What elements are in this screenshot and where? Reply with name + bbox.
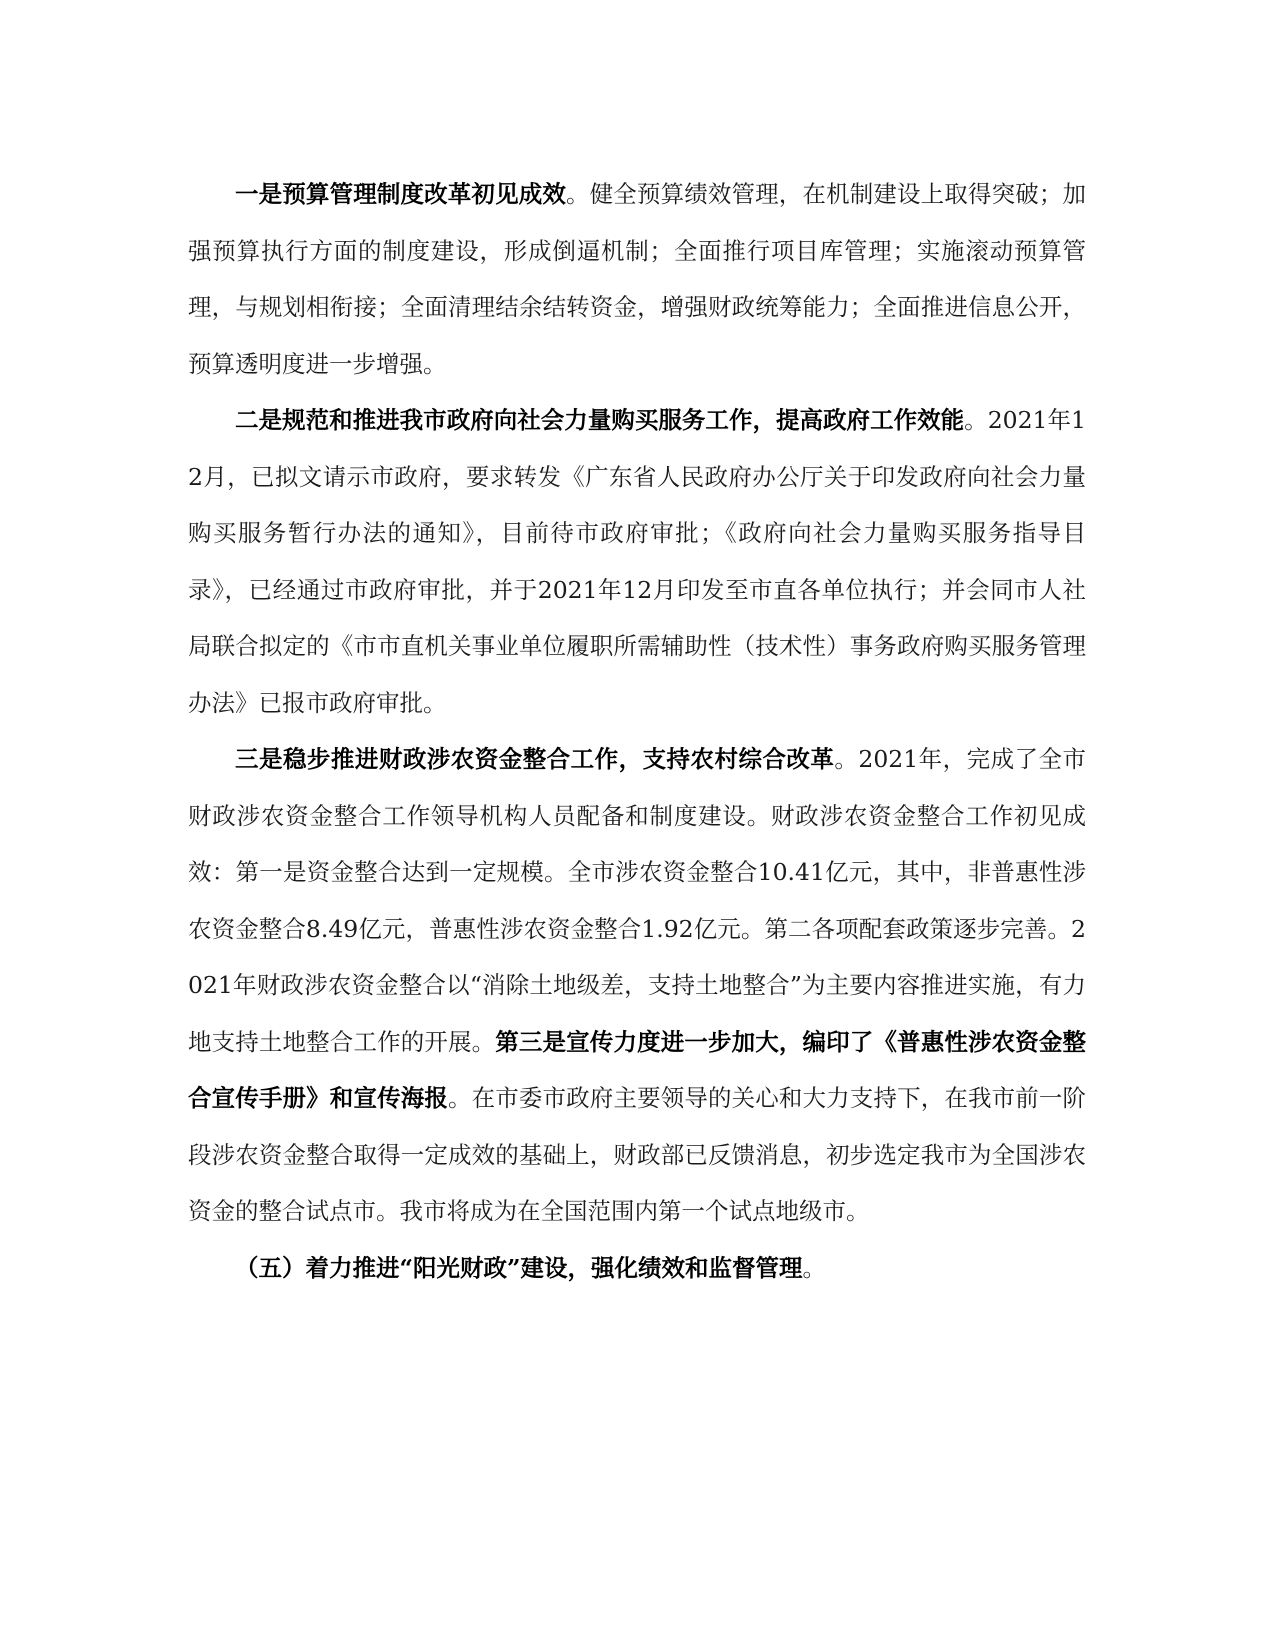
paragraph-lead-secondary: 第三是宣传力度进一步加大，编印了《普惠性涉农资金整合宣传手册》和宣传海报 (188, 1027, 1087, 1112)
paragraph-agricultural-funds (188, 731, 1086, 1240)
paragraph-government-procurement (188, 392, 1086, 731)
section-heading-text: （五）着力推进“阳光财政”建设，强化绩效和监督管理 (235, 1253, 803, 1282)
paragraph-text-secondary: 。在市委市政府主要领导的关心和大力支持下，在我市前一阶段涉农资金整合取得一定成效的基础上，财政部已反馈消息，初步选定我市为全国涉农资金的整合试点市。我市将成为在全国范围内第一个试点地级市。 (188, 1084, 1087, 1225)
section-heading (188, 1240, 1086, 1297)
paragraph-text: 。2021年12月，已拟文请示市政府，要求转发《广东省人民政府办公厅关于印发政府向社会力量购买服务暂行办法的通知》，目前待市政府审批；《政府向社会力量购买服务指导目录》，已经通过市政府审批，并于2021年12月印发至市直各单位执行；并会同市人社局联合拟定的《市市直机关事业单位履职所需辅助性（技术性）事务政府购买服务管理办法》已报市政府审批。 (188, 406, 1086, 717)
paragraph-lead: 二是规范和推进我市政府向社会力量购买服务工作，提高政府工作效能 (235, 406, 965, 434)
paragraph-text: 。2021年，完成了全市财政涉农资金整合工作领导机构人员配备和制度建设。财政涉农资金整合工作初见成效：第一是资金整合达到一定规模。全市涉农资金整合10.41亿元，其中，非普惠性涉农资金整合8.49亿元，普惠性涉农资金整合1.92亿元。第二各项配套政策逐步完善。2021年财政涉农资金整合以“消除土地级差，支持土地整合”为主要内容推进实施，有力地支持土地整合工作的开展。 (188, 745, 1086, 1056)
paragraph-budget-reform (188, 166, 1086, 392)
paragraph-text: 。健全预算绩效管理，在机制建设上取得突破；加强预算执行方面的制度建设，形成倒逼机制；全面推行项目库管理；实施滚动预算管理，与规划相衔接；全面清理结余结转资金，增强财政统筹能力；全面推进信息公开，预算透明度进一步增强。 (188, 180, 1086, 378)
paragraph-lead: 三是稳步推进财政涉农资金整合工作，支持农村综合改革 (235, 745, 835, 773)
section-heading-punct: 。 (802, 1253, 827, 1282)
document-body (188, 166, 1086, 1296)
paragraph-lead: 一是预算管理制度改革初见成效 (235, 180, 566, 208)
